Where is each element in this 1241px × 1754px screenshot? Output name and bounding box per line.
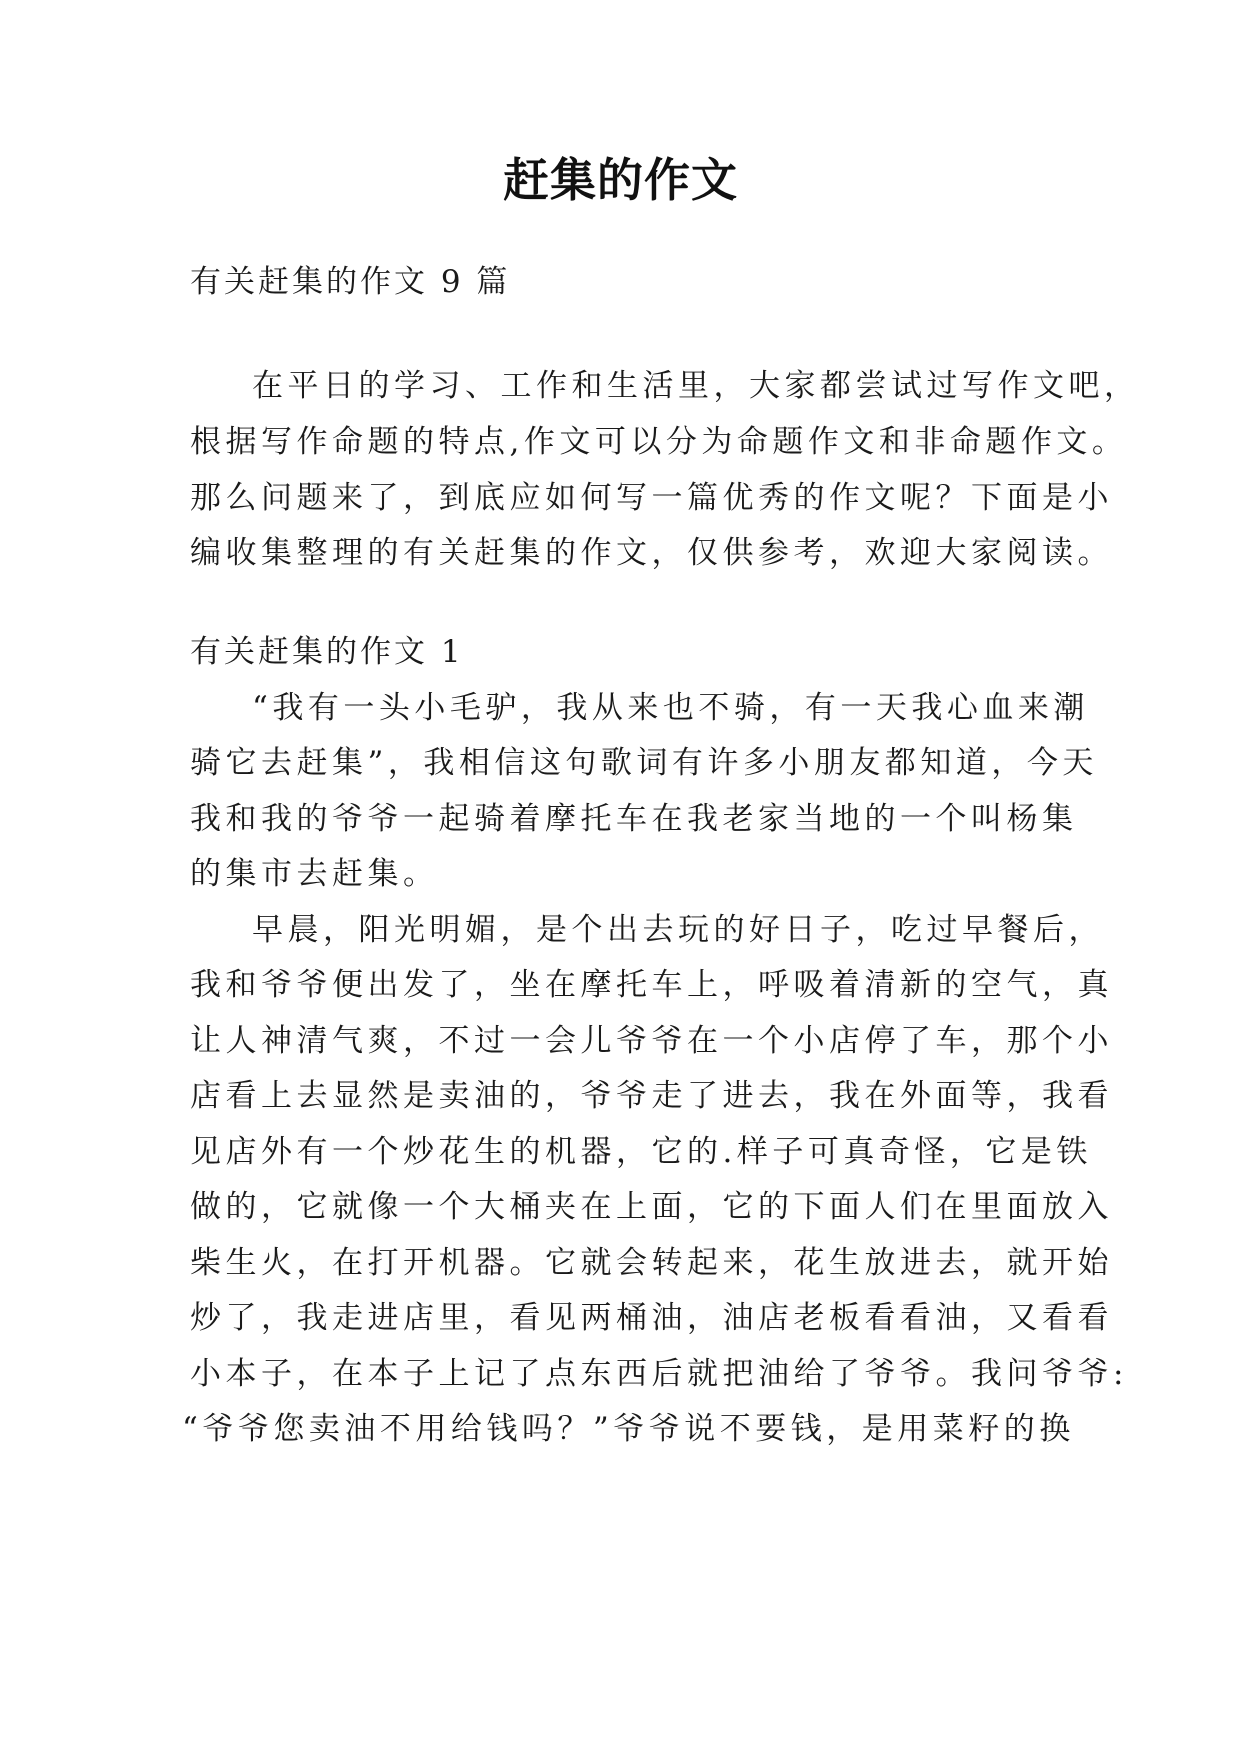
- paragraph-line: 骑它去赶集”，我相信这句歌词有许多小朋友都知道，今天: [190, 745, 1098, 781]
- paragraph-line: 柴生火，在打开机器。它就会转起来，花生放进去，就开始: [190, 1245, 1113, 1281]
- paragraph-line: 小本子，在本子上记了点东西后就把油给了爷爷。我问爷爷:: [190, 1356, 1128, 1392]
- paragraph-line: 见店外有一个炒花生的机器，它的.样子可真奇怪，它是铁: [190, 1134, 1092, 1170]
- paragraph-line: 早晨，阳光明媚，是个出去玩的好日子，吃过早餐后，: [252, 912, 1104, 948]
- paragraph-line: 让人神清气爽，不过一会儿爷爷在一个小店停了车，那个小: [190, 1023, 1113, 1059]
- paragraph-line: 我和爷爷便出发了，坐在摩托车上，呼吸着清新的空气，真: [190, 967, 1113, 1003]
- intro-line: 那么问题来了，到底应如何写一篇优秀的作文呢？下面是小: [190, 480, 1113, 516]
- intro-line: 编收集整理的有关赶集的作文，仅供参考，欢迎大家阅读。: [190, 535, 1113, 571]
- paragraph-line: 的集市去赶集。: [190, 856, 439, 892]
- paragraph-line: “爷爷您卖油不用给钱吗？”爷爷说不要钱，是用菜籽的换: [182, 1411, 1075, 1447]
- section-heading: 有关赶集的作文 1: [190, 634, 464, 670]
- intro-line: 在平日的学习、工作和生活里，大家都尝试过写作文吧，: [252, 368, 1140, 404]
- paragraph-line: 店看上去显然是卖油的，爷爷走了进去，我在外面等，我看: [190, 1078, 1113, 1114]
- intro-line: 根据写作命题的特点,作文可以分为命题作文和非命题作文。: [190, 424, 1128, 460]
- paragraph-line: 炒了，我走进店里，看见两桶油，油店老板看看油，又看看: [190, 1300, 1113, 1336]
- document-title: 赶集的作文: [503, 153, 738, 207]
- paragraph-line: 我和我的爷爷一起骑着摩托车在我老家当地的一个叫杨集: [190, 801, 1078, 837]
- paragraph-line: 做的，它就像一个大桶夹在上面，它的下面人们在里面放入: [190, 1189, 1113, 1225]
- document-subtitle: 有关赶集的作文 9 篇: [190, 264, 511, 300]
- paragraph-line: “我有一头小毛驴，我从来也不骑，有一天我心血来潮: [252, 690, 1089, 726]
